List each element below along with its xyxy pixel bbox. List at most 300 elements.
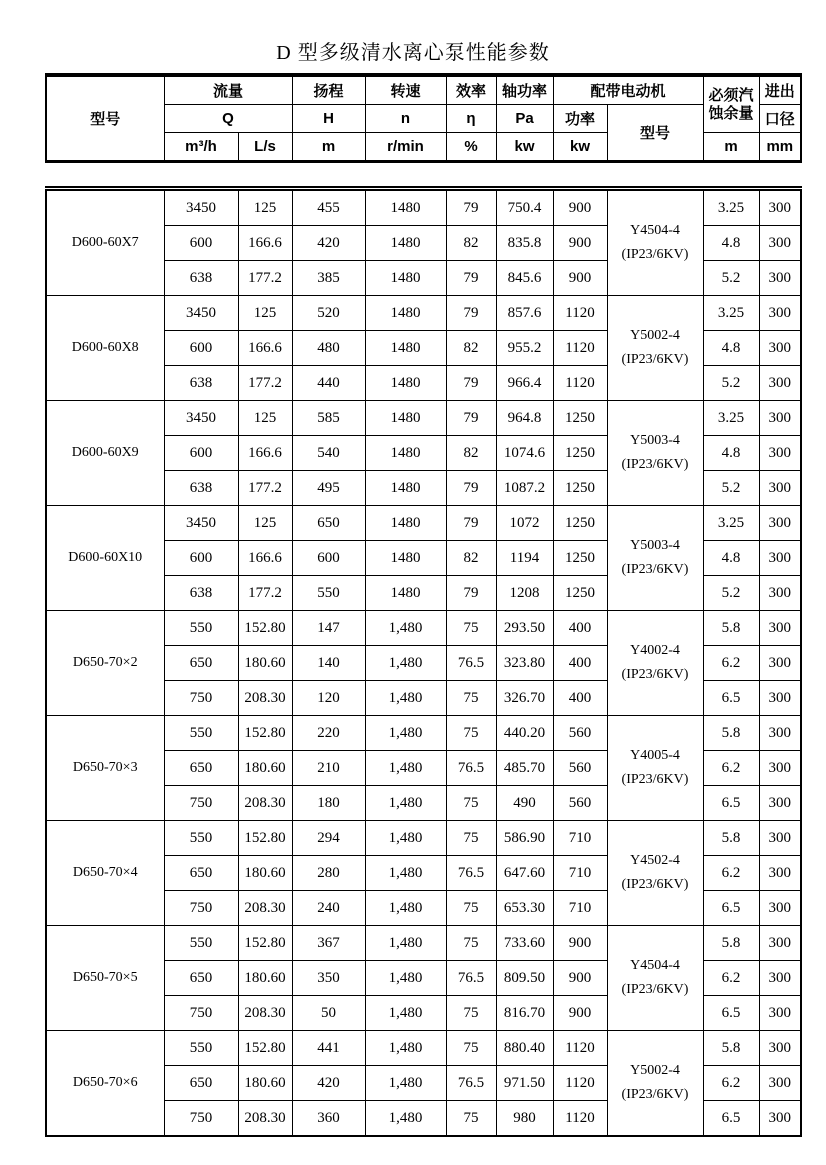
shaft-power-value: 964.8 [496, 401, 553, 436]
col-npsh [703, 75, 759, 133]
head-value: 120 [292, 681, 365, 716]
npsh-value: 4.8 [703, 331, 759, 366]
npsh-value: 6.5 [703, 1101, 759, 1137]
head-value: 520 [292, 296, 365, 331]
speed-value: 1,480 [365, 611, 446, 646]
shaft-power-value: 966.4 [496, 366, 553, 401]
head-value: 294 [292, 821, 365, 856]
head-symbol: H [292, 105, 365, 133]
diameter-value: 300 [759, 961, 801, 996]
motor-model-cell [607, 189, 703, 296]
shaft-power-value: 1194 [496, 541, 553, 576]
head-value: 441 [292, 1031, 365, 1066]
motor-power-value: 1250 [553, 506, 607, 541]
table-header [45, 73, 802, 163]
diameter-value: 300 [759, 189, 801, 226]
head-value: 220 [292, 716, 365, 751]
flow-m3h-value: 650 [164, 856, 238, 891]
flow-ls-value: 152.80 [238, 821, 292, 856]
flow-ls-value: 177.2 [238, 576, 292, 611]
speed-value: 1480 [365, 331, 446, 366]
flow-ls-value: 152.80 [238, 1031, 292, 1066]
motor-power-value: 400 [553, 646, 607, 681]
table-row [46, 296, 801, 331]
flow-m3h-value: 550 [164, 611, 238, 646]
shaft-power-value: 440.20 [496, 716, 553, 751]
speed-value: 1480 [365, 436, 446, 471]
speed-value: 1,480 [365, 821, 446, 856]
head-value: 50 [292, 996, 365, 1031]
motor-power-value: 1120 [553, 1101, 607, 1137]
flow-m3h-value: 550 [164, 926, 238, 961]
head-value: 140 [292, 646, 365, 681]
flow-ls-value: 180.60 [238, 856, 292, 891]
col-diameter-line2: 口径 [759, 105, 801, 133]
efficiency-value: 79 [446, 471, 496, 506]
efficiency-value: 82 [446, 436, 496, 471]
speed-value: 1,480 [365, 1066, 446, 1101]
head-value: 540 [292, 436, 365, 471]
head-value: 180 [292, 786, 365, 821]
motor-power-value: 1250 [553, 576, 607, 611]
motor-power-value: 900 [553, 926, 607, 961]
col-npsh-line2: 蚀余量 [708, 104, 754, 122]
efficiency-value: 79 [446, 189, 496, 226]
table-row [46, 189, 801, 226]
motor-power-value: 400 [553, 681, 607, 716]
head-value: 440 [292, 366, 365, 401]
head-value: 240 [292, 891, 365, 926]
shaft-power-value: 490 [496, 786, 553, 821]
shaft-power-value: 1208 [496, 576, 553, 611]
efficiency-value: 75 [446, 1101, 496, 1137]
speed-value: 1,480 [365, 716, 446, 751]
flow-ls-value: 152.80 [238, 926, 292, 961]
table-row [46, 506, 801, 541]
head-value: 210 [292, 751, 365, 786]
flow-m3h-value: 638 [164, 471, 238, 506]
flow-ls-value: 166.6 [238, 436, 292, 471]
head-value: 147 [292, 611, 365, 646]
efficiency-value: 82 [446, 226, 496, 261]
npsh-value: 5.8 [703, 611, 759, 646]
npsh-value: 6.2 [703, 646, 759, 681]
head-value: 585 [292, 401, 365, 436]
npsh-value: 6.2 [703, 751, 759, 786]
flow-m3h-value: 650 [164, 751, 238, 786]
motor-model: Y4502-4 [630, 853, 680, 869]
flow-ls-value: 125 [238, 296, 292, 331]
diameter-value: 300 [759, 821, 801, 856]
flow-ls-value: 125 [238, 189, 292, 226]
speed-value: 1,480 [365, 646, 446, 681]
flow-ls-value: 166.6 [238, 331, 292, 366]
efficiency-value: 75 [446, 996, 496, 1031]
flow-m3h-value: 750 [164, 1101, 238, 1137]
efficiency-value: 75 [446, 786, 496, 821]
motor-power-value: 1250 [553, 471, 607, 506]
table-row [46, 821, 801, 856]
motor-power-value: 560 [553, 751, 607, 786]
head-value: 280 [292, 856, 365, 891]
head-value: 360 [292, 1101, 365, 1137]
col-flow: 流量 [164, 75, 292, 105]
flow-ls-value: 208.30 [238, 1101, 292, 1137]
pump-model: D600-60X7 [46, 189, 164, 296]
efficiency-value: 76.5 [446, 1066, 496, 1101]
diameter-value: 300 [759, 1101, 801, 1137]
motor-power-value: 1120 [553, 366, 607, 401]
efficiency-value: 79 [446, 261, 496, 296]
head-value: 480 [292, 331, 365, 366]
speed-value: 1,480 [365, 926, 446, 961]
flow-ls-value: 125 [238, 401, 292, 436]
table-row [46, 926, 801, 961]
npsh-value: 6.2 [703, 1066, 759, 1101]
motor-power-value: 560 [553, 786, 607, 821]
shaft-power-value: 653.30 [496, 891, 553, 926]
diameter-value: 300 [759, 751, 801, 786]
unit-m3h: m³/h [164, 133, 238, 162]
diameter-value: 300 [759, 226, 801, 261]
header-row-1 [46, 75, 801, 105]
flow-m3h-value: 750 [164, 681, 238, 716]
npsh-value: 3.25 [703, 401, 759, 436]
motor-power-value: 710 [553, 891, 607, 926]
motor-power-value: 900 [553, 961, 607, 996]
shaft-power-value: 971.50 [496, 1066, 553, 1101]
pump-model: D650-70×6 [46, 1031, 164, 1137]
shaft-power-value: 845.6 [496, 261, 553, 296]
npsh-value: 3.25 [703, 506, 759, 541]
shaft-power-value: 809.50 [496, 961, 553, 996]
flow-m3h-value: 600 [164, 331, 238, 366]
unit-percent: % [446, 133, 496, 162]
motor-power-value: 400 [553, 611, 607, 646]
motor-power-value: 900 [553, 189, 607, 226]
flow-ls-value: 177.2 [238, 366, 292, 401]
col-motor-power: 功率 [553, 105, 607, 133]
efficiency-value: 79 [446, 576, 496, 611]
speed-value: 1480 [365, 226, 446, 261]
flow-symbol: Q [164, 105, 292, 133]
speed-value: 1,480 [365, 1101, 446, 1137]
flow-ls-value: 166.6 [238, 226, 292, 261]
head-value: 350 [292, 961, 365, 996]
shaft-power-value: 835.8 [496, 226, 553, 261]
motor-model: Y4504-4 [630, 958, 680, 974]
flow-m3h-value: 550 [164, 821, 238, 856]
pump-model: D650-70×4 [46, 821, 164, 926]
npsh-value: 4.8 [703, 541, 759, 576]
diameter-value: 300 [759, 891, 801, 926]
shaft-power-value: 816.70 [496, 996, 553, 1031]
head-value: 367 [292, 926, 365, 961]
npsh-value: 3.25 [703, 296, 759, 331]
npsh-value: 5.8 [703, 1031, 759, 1066]
flow-m3h-value: 650 [164, 961, 238, 996]
shaft-power-value: 647.60 [496, 856, 553, 891]
motor-power-value: 1120 [553, 1031, 607, 1066]
shaft-power-value: 955.2 [496, 331, 553, 366]
npsh-value: 5.8 [703, 821, 759, 856]
flow-ls-value: 208.30 [238, 681, 292, 716]
speed-value: 1,480 [365, 856, 446, 891]
npsh-value: 5.2 [703, 471, 759, 506]
flow-m3h-value: 600 [164, 436, 238, 471]
motor-model: Y4504-4 [630, 223, 680, 239]
efficiency-value: 76.5 [446, 751, 496, 786]
flow-ls-value: 177.2 [238, 471, 292, 506]
diameter-value: 300 [759, 926, 801, 961]
flow-ls-value: 166.6 [238, 541, 292, 576]
flow-m3h-value: 638 [164, 366, 238, 401]
speed-value: 1,480 [365, 1031, 446, 1066]
motor-power-value: 1250 [553, 541, 607, 576]
motor-protection: (IP23/6KV) [621, 352, 689, 367]
efficiency-value: 75 [446, 681, 496, 716]
efficiency-value: 82 [446, 331, 496, 366]
flow-m3h-value: 3450 [164, 189, 238, 226]
col-shaft-power: 轴功率 [496, 75, 553, 105]
flow-ls-value: 180.60 [238, 1066, 292, 1101]
unit-shaft-kw: kw [496, 133, 553, 162]
speed-value: 1,480 [365, 961, 446, 996]
diameter-value: 300 [759, 681, 801, 716]
speed-value: 1480 [365, 576, 446, 611]
head-value: 420 [292, 1066, 365, 1101]
shaft-power-value: 1087.2 [496, 471, 553, 506]
npsh-value: 6.5 [703, 891, 759, 926]
npsh-value: 5.8 [703, 716, 759, 751]
motor-model: Y5003-4 [630, 433, 680, 449]
efficiency-value: 75 [446, 1031, 496, 1066]
table-row [46, 716, 801, 751]
flow-m3h-value: 550 [164, 1031, 238, 1066]
motor-protection: (IP23/6KV) [621, 982, 689, 997]
npsh-value: 6.2 [703, 856, 759, 891]
diameter-value: 300 [759, 856, 801, 891]
flow-m3h-value: 650 [164, 1066, 238, 1101]
motor-protection: (IP23/6KV) [621, 667, 689, 682]
unit-ls: L/s [238, 133, 292, 162]
diameter-value: 300 [759, 716, 801, 751]
shaft-power-value: 323.80 [496, 646, 553, 681]
diameter-value: 300 [759, 436, 801, 471]
diameter-value: 300 [759, 471, 801, 506]
motor-model-cell [607, 1031, 703, 1137]
efficiency-value: 82 [446, 541, 496, 576]
head-value: 385 [292, 261, 365, 296]
motor-power-value: 1120 [553, 1066, 607, 1101]
motor-model: Y5003-4 [630, 538, 680, 554]
pump-model: D600-60X8 [46, 296, 164, 401]
motor-power-value: 900 [553, 226, 607, 261]
diameter-value: 300 [759, 1031, 801, 1066]
head-value: 650 [292, 506, 365, 541]
motor-model: Y4005-4 [630, 748, 680, 764]
speed-value: 1480 [365, 471, 446, 506]
col-diameter-line1: 进出 [759, 75, 801, 105]
flow-m3h-value: 750 [164, 891, 238, 926]
motor-power-value: 1120 [553, 296, 607, 331]
efficiency-value: 76.5 [446, 961, 496, 996]
shaft-power-value: 750.4 [496, 189, 553, 226]
shaft-power-value: 980 [496, 1101, 553, 1137]
efficiency-value: 75 [446, 821, 496, 856]
unit-head-m: m [292, 133, 365, 162]
speed-value: 1,480 [365, 681, 446, 716]
efficiency-value: 75 [446, 891, 496, 926]
motor-power-value: 1120 [553, 331, 607, 366]
head-value: 420 [292, 226, 365, 261]
shaft-power-value: 1074.6 [496, 436, 553, 471]
shaft-power-value: 1072 [496, 506, 553, 541]
motor-power-value: 1250 [553, 436, 607, 471]
efficiency-value: 79 [446, 366, 496, 401]
table-row [46, 401, 801, 436]
motor-model: Y4002-4 [630, 643, 680, 659]
motor-protection: (IP23/6KV) [621, 562, 689, 577]
diameter-value: 300 [759, 786, 801, 821]
npsh-value: 6.5 [703, 681, 759, 716]
speed-value: 1,480 [365, 996, 446, 1031]
motor-model-cell [607, 296, 703, 401]
head-value: 455 [292, 189, 365, 226]
npsh-value: 4.8 [703, 226, 759, 261]
shaft-power-value: 880.40 [496, 1031, 553, 1066]
motor-model-cell [607, 401, 703, 506]
npsh-value: 6.5 [703, 996, 759, 1031]
unit-dia-mm: mm [759, 133, 801, 162]
pump-model: D600-60X9 [46, 401, 164, 506]
motor-model: Y5002-4 [630, 328, 680, 344]
flow-ls-value: 180.60 [238, 961, 292, 996]
flow-m3h-value: 638 [164, 576, 238, 611]
col-motor-group: 配带电动机 [553, 75, 703, 105]
diameter-value: 300 [759, 576, 801, 611]
diameter-value: 300 [759, 611, 801, 646]
efficiency-value: 79 [446, 506, 496, 541]
flow-ls-value: 208.30 [238, 786, 292, 821]
motor-protection: (IP23/6KV) [621, 1087, 689, 1102]
diameter-value: 300 [759, 331, 801, 366]
pump-model: D650-70×3 [46, 716, 164, 821]
npsh-value: 5.8 [703, 926, 759, 961]
shaft-power-value: 485.70 [496, 751, 553, 786]
unit-rmin: r/min [365, 133, 446, 162]
motor-model-cell [607, 716, 703, 821]
pump-model: D600-60X10 [46, 506, 164, 611]
flow-m3h-value: 600 [164, 541, 238, 576]
flow-ls-value: 177.2 [238, 261, 292, 296]
diameter-value: 300 [759, 401, 801, 436]
speed-value: 1,480 [365, 786, 446, 821]
col-head: 扬程 [292, 75, 365, 105]
motor-power-value: 560 [553, 716, 607, 751]
motor-model-cell [607, 611, 703, 716]
speed-value: 1480 [365, 541, 446, 576]
flow-ls-value: 208.30 [238, 996, 292, 1031]
diameter-value: 300 [759, 646, 801, 681]
flow-ls-value: 152.80 [238, 611, 292, 646]
efficiency-value: 75 [446, 926, 496, 961]
efficiency-value: 75 [446, 611, 496, 646]
motor-protection: (IP23/6KV) [621, 877, 689, 892]
col-model: 型号 [46, 75, 164, 162]
npsh-value: 3.25 [703, 189, 759, 226]
diameter-value: 300 [759, 296, 801, 331]
col-motor-model: 型号 [607, 105, 703, 162]
npsh-value: 5.2 [703, 261, 759, 296]
page-title: D 型多级清水离心泵性能参数 [276, 42, 550, 64]
head-value: 495 [292, 471, 365, 506]
shaft-power-value: 733.60 [496, 926, 553, 961]
npsh-value: 4.8 [703, 436, 759, 471]
shaft-power-symbol: Pa [496, 105, 553, 133]
unit-npsh-m: m [703, 133, 759, 162]
diameter-value: 300 [759, 506, 801, 541]
efficiency-value: 79 [446, 296, 496, 331]
head-value: 550 [292, 576, 365, 611]
flow-ls-value: 180.60 [238, 751, 292, 786]
speed-value: 1480 [365, 506, 446, 541]
efficiency-value: 76.5 [446, 856, 496, 891]
col-efficiency: 效率 [446, 75, 496, 105]
speed-value: 1,480 [365, 891, 446, 926]
motor-protection: (IP23/6KV) [621, 247, 689, 262]
motor-model-cell [607, 926, 703, 1031]
motor-power-value: 710 [553, 856, 607, 891]
unit-motor-kw: kw [553, 133, 607, 162]
col-npsh-line1: 必须汽 [708, 86, 754, 104]
shaft-power-value: 326.70 [496, 681, 553, 716]
flow-m3h-value: 750 [164, 786, 238, 821]
pump-model: D650-70×2 [46, 611, 164, 716]
speed-value: 1,480 [365, 751, 446, 786]
motor-power-value: 900 [553, 996, 607, 1031]
speed-value: 1480 [365, 366, 446, 401]
speed-value: 1480 [365, 296, 446, 331]
motor-power-value: 900 [553, 261, 607, 296]
table-row [46, 611, 801, 646]
npsh-value: 6.2 [703, 961, 759, 996]
flow-ls-value: 208.30 [238, 891, 292, 926]
diameter-value: 300 [759, 1066, 801, 1101]
table-row [46, 1031, 801, 1066]
flow-ls-value: 180.60 [238, 646, 292, 681]
efficiency-value: 75 [446, 716, 496, 751]
shaft-power-value: 857.6 [496, 296, 553, 331]
efficiency-value: 79 [446, 401, 496, 436]
pump-model: D650-70×5 [46, 926, 164, 1031]
efficiency-symbol: η [446, 105, 496, 133]
shaft-power-value: 586.90 [496, 821, 553, 856]
speed-value: 1480 [365, 189, 446, 226]
flow-ls-value: 152.80 [238, 716, 292, 751]
flow-ls-value: 125 [238, 506, 292, 541]
flow-m3h-value: 3450 [164, 401, 238, 436]
col-speed: 转速 [365, 75, 446, 105]
npsh-value: 6.5 [703, 786, 759, 821]
speed-symbol: n [365, 105, 446, 133]
flow-m3h-value: 750 [164, 996, 238, 1031]
flow-m3h-value: 600 [164, 226, 238, 261]
table-body [46, 189, 801, 1137]
motor-protection: (IP23/6KV) [621, 457, 689, 472]
npsh-value: 5.2 [703, 366, 759, 401]
npsh-value: 5.2 [703, 576, 759, 611]
